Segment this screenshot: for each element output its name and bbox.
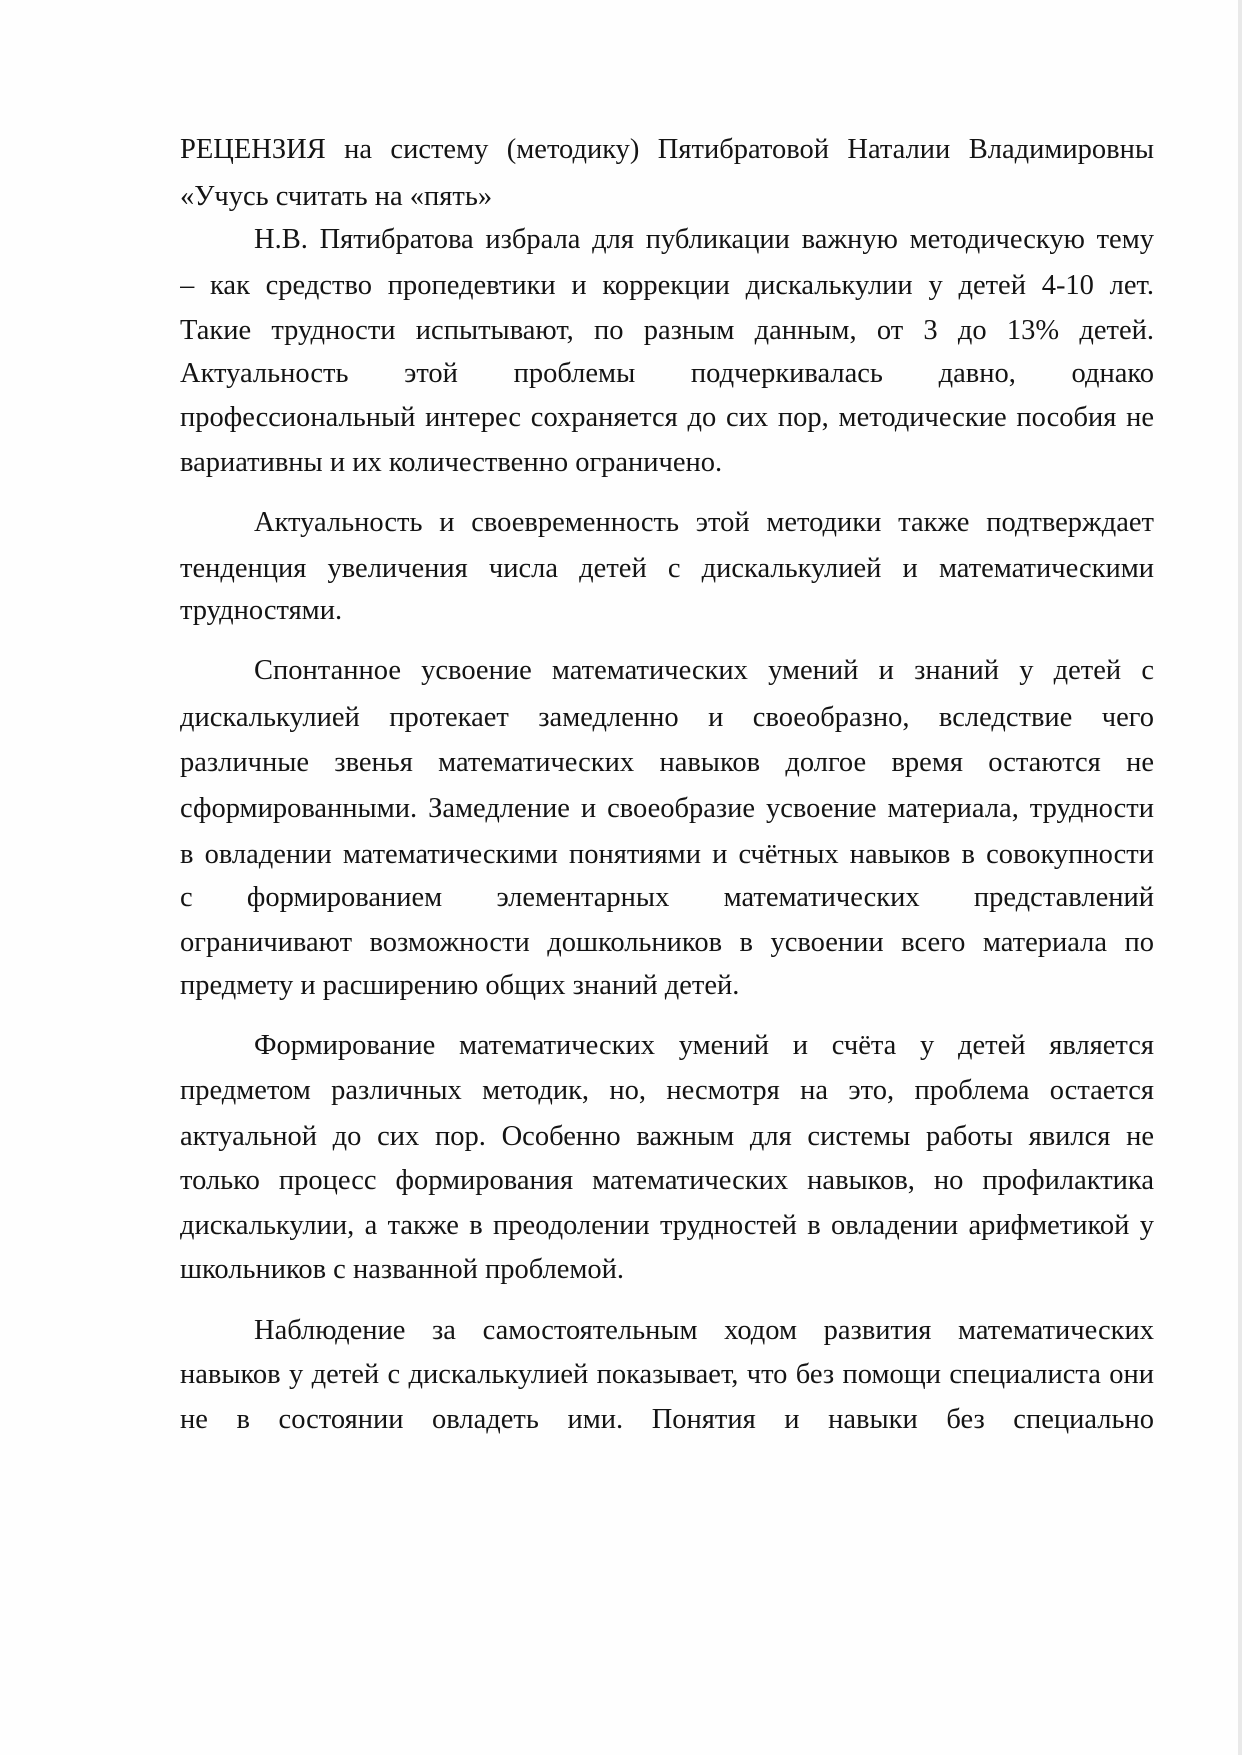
paragraph-line: Спонтанное усвоение математических умений и знаний у детей с	[254, 655, 1154, 686]
paragraph-line: трудностями.	[180, 595, 343, 626]
scan-edge	[1238, 0, 1242, 1755]
paragraph-line: предметом различных методик, но, несмотря на это, проблема остается	[180, 1075, 1154, 1106]
paragraph-line: дискалькулии, а также в преодолении трудностей в овладении арифметикой у	[180, 1210, 1154, 1241]
paragraph-line: предмету и расширению общих знаний детей.	[180, 970, 740, 1001]
paragraph-line: с формированием элементарных математических представлений	[180, 882, 1154, 913]
title-line: «Учусь считать на «пять»	[180, 181, 493, 212]
title-line: РЕЦЕНЗИЯ на систему (методику) Пятибратовой Наталии Владимировны	[180, 134, 1154, 165]
paragraph-line: профессиональный интерес сохраняется до сих пор, методические пособия не	[180, 402, 1154, 433]
paragraph-line: навыков у детей с дискалькулией показывает, что без помощи специалиста они	[180, 1359, 1154, 1390]
paragraph-line: тенденция увеличения числа детей с дискалькулией и математическими	[180, 553, 1154, 584]
paragraph-line: не в состоянии овладеть ими. Понятия и навыки без специально	[180, 1404, 1154, 1435]
paragraph-line: ограничивают возможности дошкольников в усвоении всего материала по	[180, 927, 1154, 958]
paragraph-line: различные звенья математических навыков долгое время остаются не	[180, 747, 1154, 778]
paragraph-line: – как средство пропедевтики и коррекции дискалькулии у детей 4-10 лет.	[180, 270, 1154, 301]
paragraph-line: актуальной до сих пор. Особенно важным для системы работы явился не	[180, 1121, 1154, 1152]
paragraph-line: Н.В. Пятибратова избрала для публикации важную методическую тему	[254, 224, 1154, 255]
paragraph-line: школьников с названной проблемой.	[180, 1254, 625, 1285]
paragraph-line: вариативны и их количественно ограничено.	[180, 447, 723, 478]
paragraph-line: Наблюдение за самостоятельным ходом развития математических	[254, 1315, 1154, 1346]
paragraph-line: дискалькулией протекает замедленно и своеобразно, вследствие чего	[180, 702, 1154, 733]
paragraph-line: в овладении математическими понятиями и счётных навыков в совокупности	[180, 839, 1154, 870]
paragraph-line: Актуальность и своевременность этой методики также подтверждает	[254, 507, 1154, 538]
paragraph-line: Актуальность этой проблемы подчеркивалась давно, однако	[180, 358, 1154, 389]
paragraph-line: сформированными. Замедление и своеобразие усвоение материала, трудности	[180, 793, 1154, 824]
paragraph-line: Такие трудности испытывают, по разным данным, от 3 до 13% детей.	[180, 315, 1154, 346]
paragraph-line: только процесс формирования математических навыков, но профилактика	[180, 1165, 1154, 1196]
paragraph-line: Формирование математических умений и счёта у детей является	[254, 1030, 1154, 1061]
